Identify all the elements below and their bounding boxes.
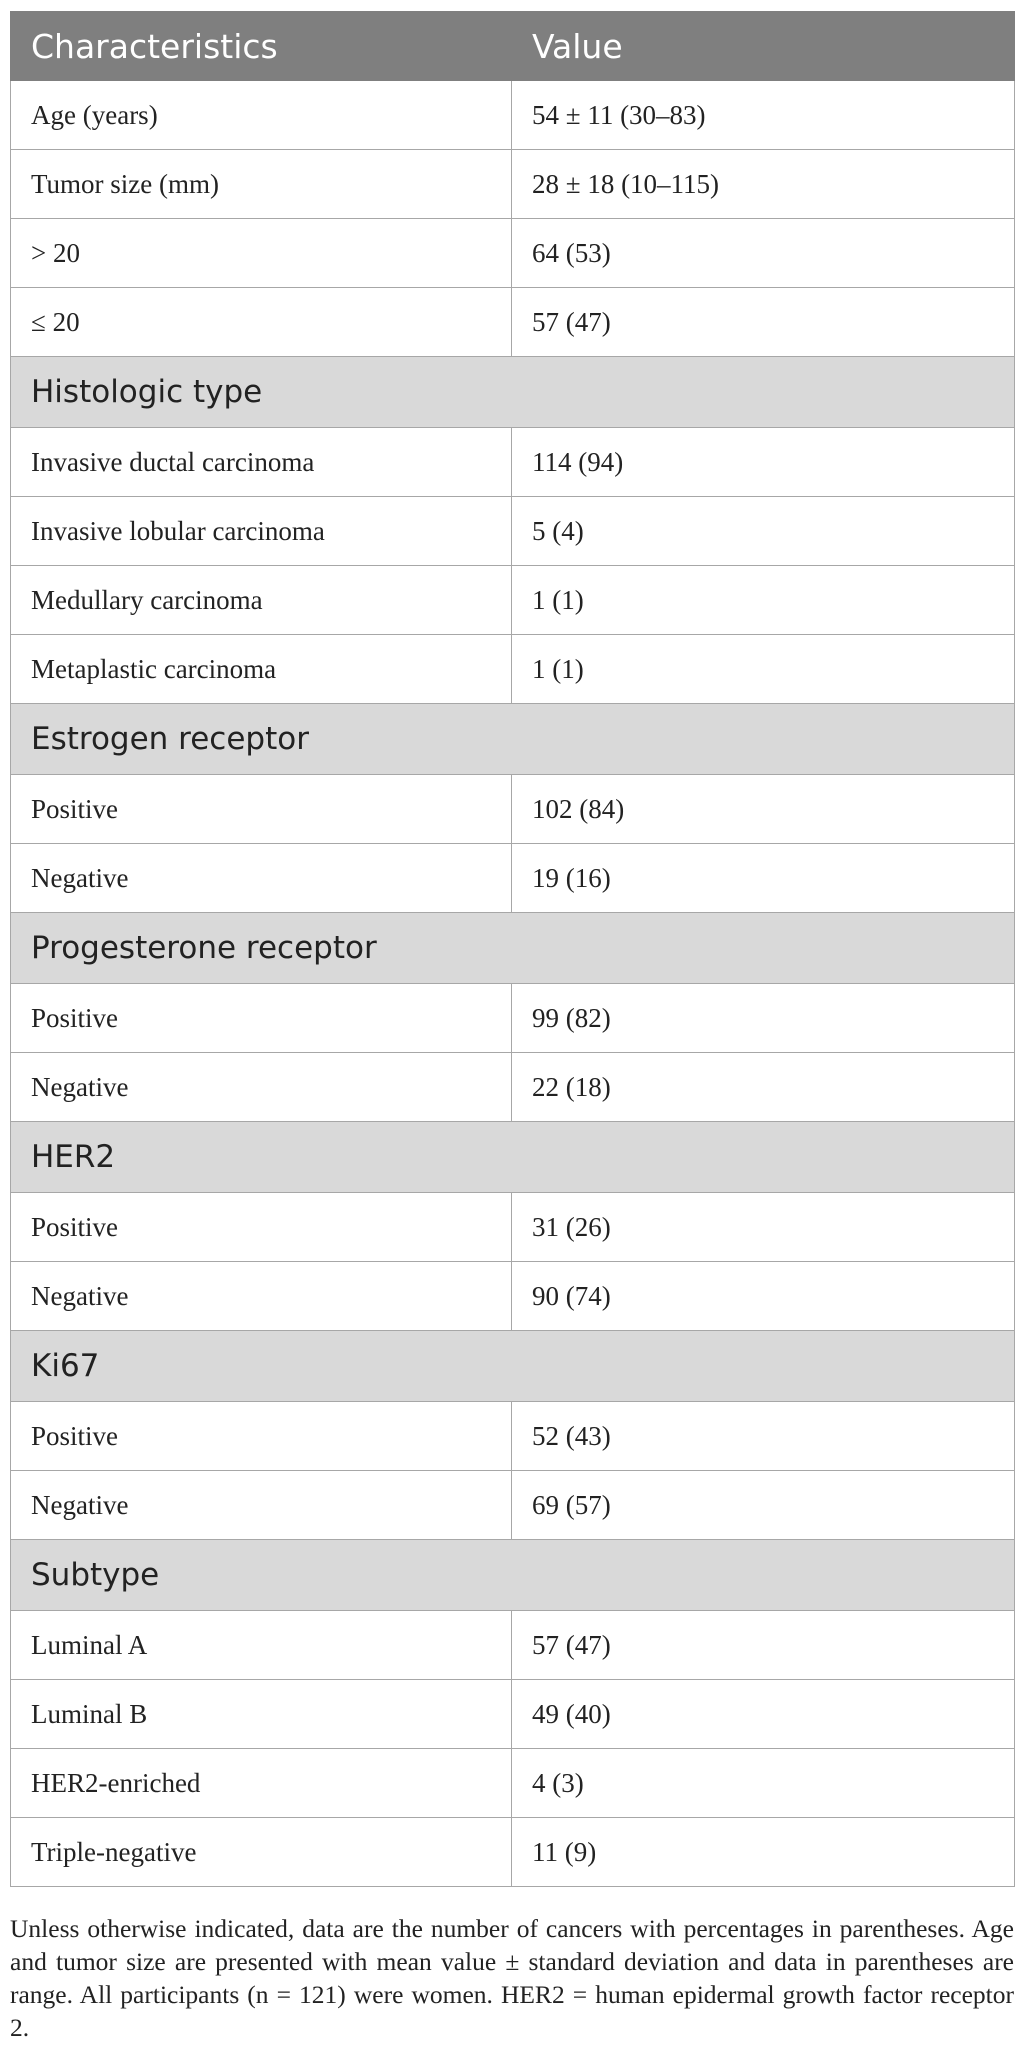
row-label: Age (years)	[11, 81, 512, 150]
row-value: 31 (26)	[512, 1193, 1015, 1262]
table-row	[11, 219, 1015, 288]
row-label: Triple-negative	[11, 1818, 512, 1887]
row-label: Negative	[11, 844, 512, 913]
row-label: Invasive lobular carcinoma	[11, 497, 512, 566]
table-row	[11, 984, 1015, 1053]
table-body	[11, 81, 1015, 1887]
row-value: 52 (43)	[512, 1402, 1015, 1471]
table-footnote: Unless otherwise indicated, data are the number of cancers with percentages in parentheses. Age and tumor size are presented with mean value ± standard deviation and data in parentheses are range. All participants (n = 121) were women. HER2 = human epidermal growth factor receptor 2.	[10, 1914, 1014, 2042]
section-header-label: Histologic type	[11, 357, 1015, 428]
row-value: 11 (9)	[512, 1818, 1015, 1887]
row-value: 19 (16)	[512, 844, 1015, 913]
row-label: Positive	[11, 775, 512, 844]
section-header-row	[11, 704, 1015, 775]
row-value: 1 (1)	[512, 635, 1015, 704]
row-label: Medullary carcinoma	[11, 566, 512, 635]
table-row	[11, 1053, 1015, 1122]
row-label: Positive	[11, 984, 512, 1053]
table-row	[11, 1611, 1015, 1680]
table-row	[11, 1193, 1015, 1262]
table-row	[11, 1680, 1015, 1749]
table-row	[11, 81, 1015, 150]
section-header-label: Subtype	[11, 1540, 1015, 1611]
row-label: Negative	[11, 1471, 512, 1540]
table-row	[11, 635, 1015, 704]
table-row	[11, 150, 1015, 219]
section-header-row	[11, 1122, 1015, 1193]
row-label: Invasive ductal carcinoma	[11, 428, 512, 497]
table-row	[11, 566, 1015, 635]
row-label: Negative	[11, 1262, 512, 1331]
section-header-row	[11, 1331, 1015, 1402]
characteristics-table-container	[10, 11, 1014, 1887]
row-value: 90 (74)	[512, 1262, 1015, 1331]
row-label: ≤ 20	[11, 288, 512, 357]
table-row	[11, 497, 1015, 566]
table-row	[11, 1402, 1015, 1471]
section-header-row	[11, 357, 1015, 428]
table-row	[11, 428, 1015, 497]
row-label: Luminal B	[11, 1680, 512, 1749]
row-label: HER2-enriched	[11, 1749, 512, 1818]
row-value: 5 (4)	[512, 497, 1015, 566]
section-header-label: Estrogen receptor	[11, 704, 1015, 775]
header-characteristics: Characteristics	[11, 12, 512, 81]
table-row	[11, 1471, 1015, 1540]
section-header-row	[11, 1540, 1015, 1611]
row-value: 57 (47)	[512, 1611, 1015, 1680]
table-row	[11, 844, 1015, 913]
table-row	[11, 1818, 1015, 1887]
section-header-label: Progesterone receptor	[11, 913, 1015, 984]
table-row	[11, 288, 1015, 357]
row-value: 1 (1)	[512, 566, 1015, 635]
row-label: Positive	[11, 1193, 512, 1262]
table-row	[11, 775, 1015, 844]
row-value: 28 ± 18 (10–115)	[512, 150, 1015, 219]
row-label: > 20	[11, 219, 512, 288]
table-header-row	[11, 12, 1015, 81]
row-label: Tumor size (mm)	[11, 150, 512, 219]
row-label: Metaplastic carcinoma	[11, 635, 512, 704]
row-label: Luminal A	[11, 1611, 512, 1680]
section-header-label: Ki67	[11, 1331, 1015, 1402]
row-value: 57 (47)	[512, 288, 1015, 357]
row-value: 54 ± 11 (30–83)	[512, 81, 1015, 150]
row-value: 69 (57)	[512, 1471, 1015, 1540]
table-row	[11, 1749, 1015, 1818]
row-value: 64 (53)	[512, 219, 1015, 288]
section-header-label: HER2	[11, 1122, 1015, 1193]
characteristics-table	[10, 11, 1015, 1887]
row-label: Positive	[11, 1402, 512, 1471]
row-value: 22 (18)	[512, 1053, 1015, 1122]
header-value: Value	[512, 12, 1015, 81]
row-value: 99 (82)	[512, 984, 1015, 1053]
row-label: Negative	[11, 1053, 512, 1122]
row-value: 49 (40)	[512, 1680, 1015, 1749]
section-header-row	[11, 913, 1015, 984]
row-value: 4 (3)	[512, 1749, 1015, 1818]
table-row	[11, 1262, 1015, 1331]
row-value: 102 (84)	[512, 775, 1015, 844]
row-value: 114 (94)	[512, 428, 1015, 497]
